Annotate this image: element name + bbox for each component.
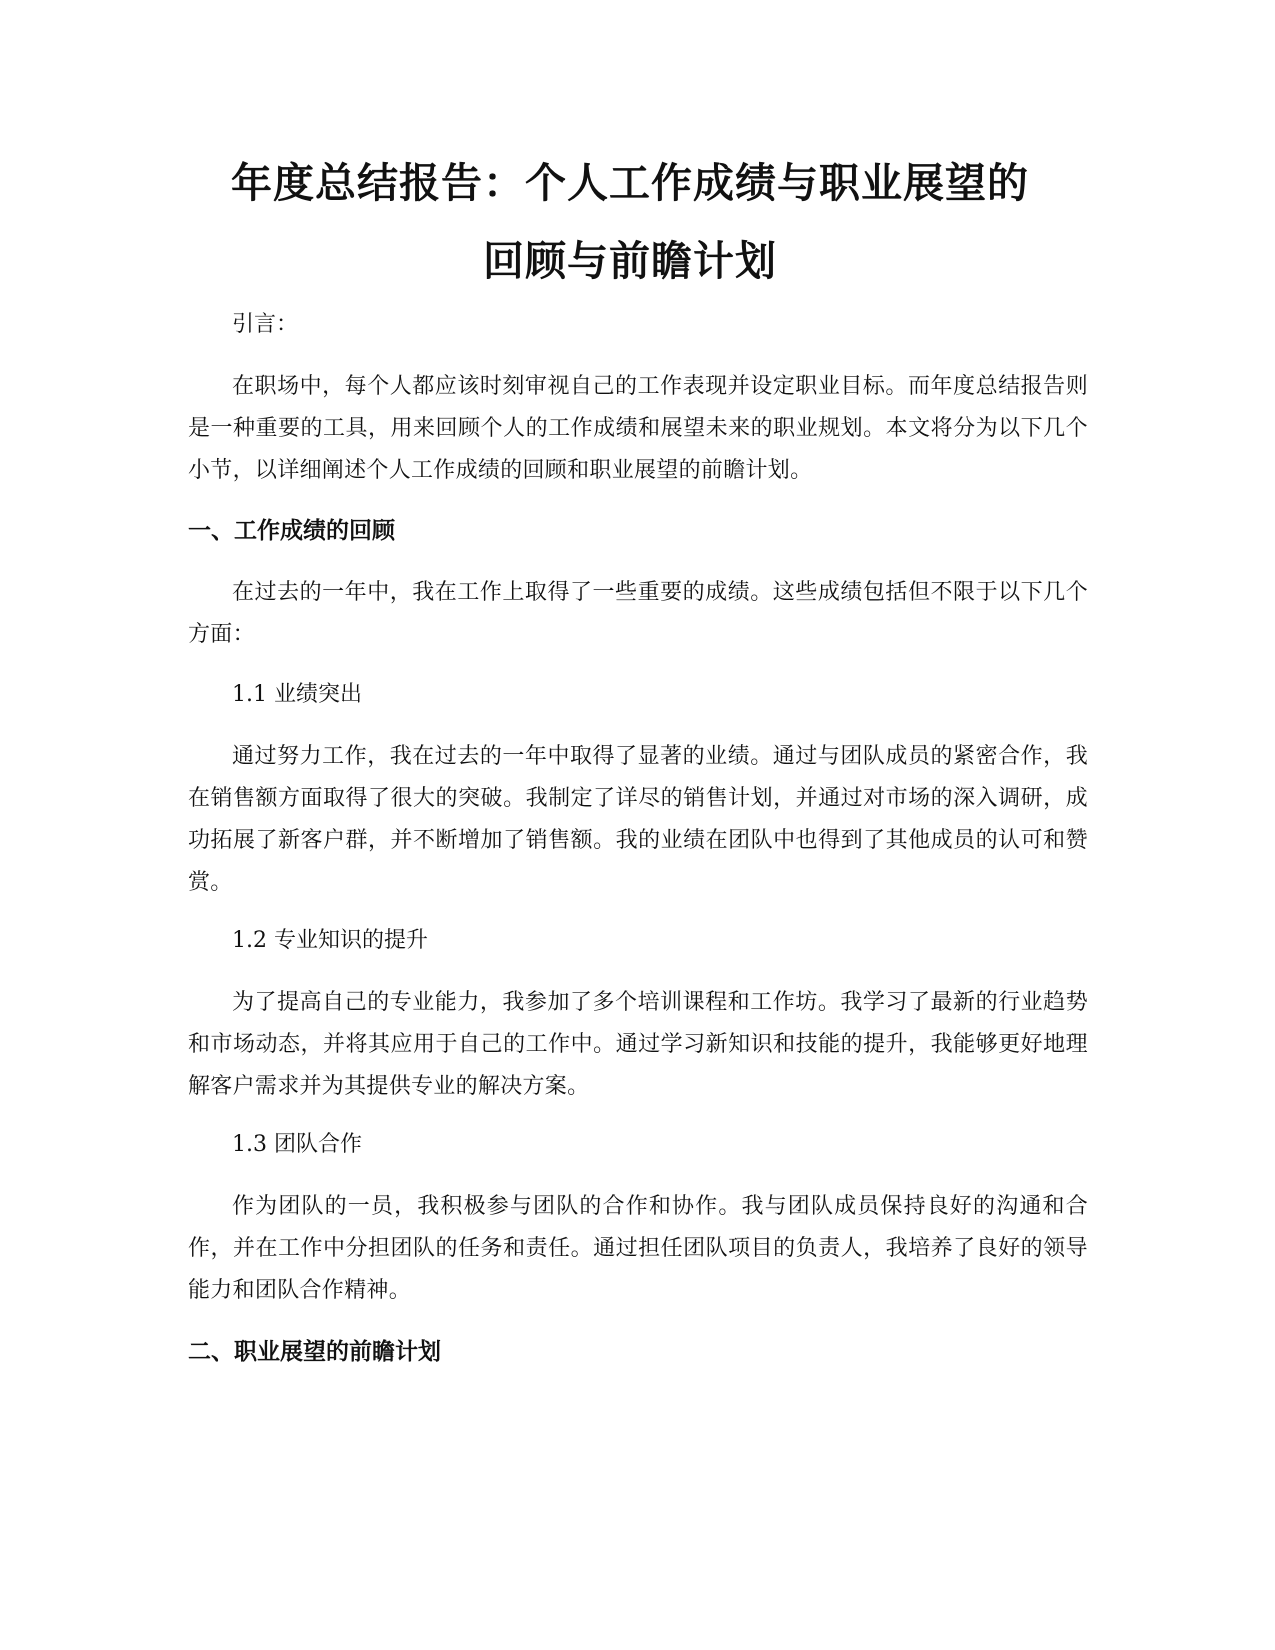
intro-paragraph: 在职场中，每个人都应该时刻审视自己的工作表现并设定职业目标。而年度总结报告则是一种重要的工具，用来回顾个人的工作成绩和展望未来的职业规划。本文将分为以下几个小节，以详细阐述个人工作成绩的回顾和职业展望的前瞻计划。 bbox=[188, 374, 1088, 483]
subsection-1-3-body: 作为团队的一员，我积极参与团队的合作和协作。我与团队成员保持良好的沟通和合作，并在工作中分担团队的任务和责任。通过担任团队项目的负责人，我培养了良好的领导能力和团队合作精神。 bbox=[188, 1194, 1088, 1303]
section-1-intro: 在过去的一年中，我在工作上取得了一些重要的成绩。这些成绩包括但不限于以下几个方面： bbox=[188, 580, 1088, 647]
subsection-1-1-heading: 1.1 业绩突出 bbox=[232, 682, 362, 707]
section-2-heading: 二、职业展望的前瞻计划 bbox=[188, 1339, 441, 1365]
title-line-1: 年度总结报告：个人工作成绩与职业展望的 bbox=[231, 159, 1029, 207]
subsection-1-1-body: 通过努力工作，我在过去的一年中取得了显著的业绩。通过与团队成员的紧密合作，我在销售额方面取得了很大的突破。我制定了详尽的销售计划，并通过对市场的深入调研，成功拓展了新客户群，并不断增加了销售额。我的业绩在团队中也得到了其他成员的认可和赞赏。 bbox=[188, 744, 1088, 895]
title-line-2: 回顾与前瞻计划 bbox=[483, 237, 777, 285]
section-1-heading: 一、工作成绩的回顾 bbox=[188, 518, 395, 544]
intro-label: 引言： bbox=[232, 312, 299, 337]
subsection-1-2-heading: 1.2 专业知识的提升 bbox=[232, 928, 428, 953]
document-title bbox=[180, 144, 1080, 300]
subsection-1-2-body: 为了提高自己的专业能力，我参加了多个培训课程和工作坊。我学习了最新的行业趋势和市场动态，并将其应用于自己的工作中。通过学习新知识和技能的提升，我能够更好地理解客户需求并为其提供专业的解决方案。 bbox=[188, 990, 1088, 1099]
subsection-1-3-heading: 1.3 团队合作 bbox=[232, 1132, 362, 1157]
